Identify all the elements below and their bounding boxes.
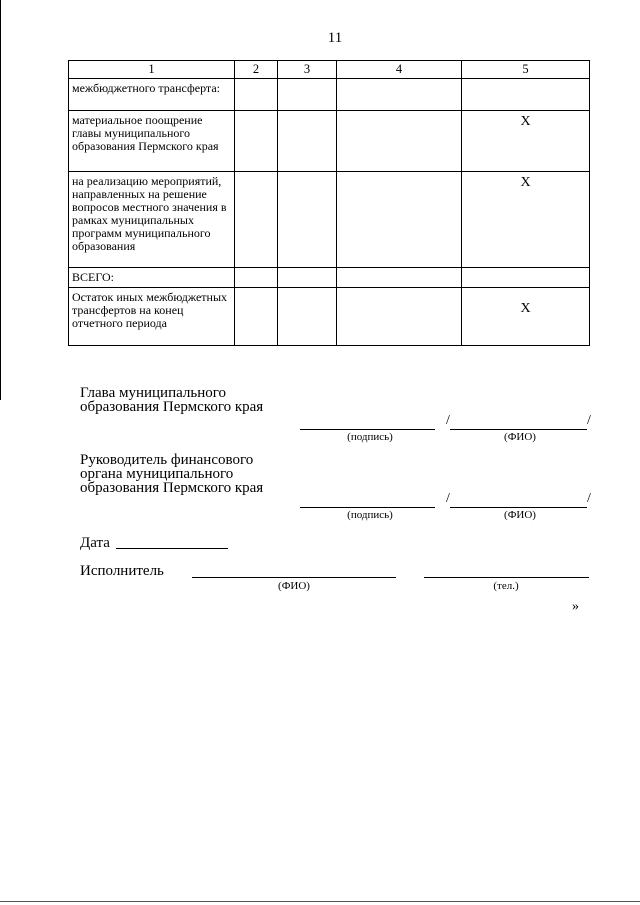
table-cell — [278, 172, 337, 268]
finance-signature-line — [300, 507, 435, 508]
executor-name-line — [192, 577, 396, 578]
row-mark — [462, 268, 590, 288]
executor-phone-caption: (тел.) — [493, 580, 519, 592]
table-row — [69, 79, 590, 111]
table-cell — [278, 111, 337, 172]
head-signature-caption: (подпись) — [347, 431, 393, 443]
head-slash-right: / — [587, 413, 591, 428]
row-mark: Х — [462, 288, 590, 346]
table-cell — [337, 288, 462, 346]
column-header: 3 — [278, 61, 337, 79]
head-name-line — [450, 429, 587, 430]
row-mark — [462, 79, 590, 111]
table-row — [69, 111, 590, 172]
page-number: 11 — [327, 30, 343, 46]
table-cell — [235, 79, 278, 111]
table-header-row — [69, 61, 590, 79]
table-cell — [278, 288, 337, 346]
row-mark: Х — [462, 111, 590, 172]
row-label: ВСЕГО: — [69, 268, 235, 288]
row-label: Остаток иных межбюджетных трансфертов на конец отчетного периода — [69, 288, 235, 346]
table-cell — [235, 111, 278, 172]
row-mark: Х — [462, 172, 590, 268]
finance-name-line — [450, 507, 587, 508]
table-cell — [337, 268, 462, 288]
column-header: 5 — [462, 61, 590, 79]
table-cell — [235, 268, 278, 288]
table-cell — [337, 111, 462, 172]
date-line — [116, 548, 228, 549]
table-row — [69, 172, 590, 268]
head-slash-left: / — [446, 413, 450, 428]
finance-slash-right: / — [587, 491, 591, 506]
date-label: Дата — [80, 535, 110, 551]
table-cell — [278, 268, 337, 288]
report-table — [68, 60, 590, 346]
head-signature-title: Глава муниципального образования Пермского края — [80, 385, 264, 415]
table-cell — [337, 172, 462, 268]
finance-name-caption: (ФИО) — [504, 509, 536, 521]
page-bottom-line — [0, 901, 640, 902]
column-header: 4 — [337, 61, 462, 79]
table-row — [69, 268, 590, 288]
executor-name-caption: (ФИО) — [278, 580, 310, 592]
executor-phone-line — [424, 577, 589, 578]
finance-slash-left: / — [446, 491, 450, 506]
table-cell — [337, 79, 462, 111]
row-label: межбюджетного трансферта: — [69, 79, 235, 111]
column-header: 2 — [235, 61, 278, 79]
column-header: 1 — [69, 61, 235, 79]
table-row — [69, 288, 590, 346]
head-name-caption: (ФИО) — [504, 431, 536, 443]
head-signature-line — [300, 429, 435, 430]
table-cell — [235, 172, 278, 268]
row-label: на реализацию мероприятий, направленных на решение вопросов местного значения в рамках муниципальных программ муниципального образования — [69, 172, 235, 268]
finance-signature-title: Руководитель финансового органа муниципального образования Пермского края — [80, 452, 264, 496]
table-cell — [278, 79, 337, 111]
closing-quote: » — [572, 599, 579, 614]
page-edge-line — [0, 0, 1, 400]
finance-signature-caption: (подпись) — [347, 509, 393, 521]
executor-label: Исполнитель — [80, 563, 164, 579]
table-cell — [235, 288, 278, 346]
row-label: материальное поощрение главы муниципального образования Пермского края — [69, 111, 235, 172]
